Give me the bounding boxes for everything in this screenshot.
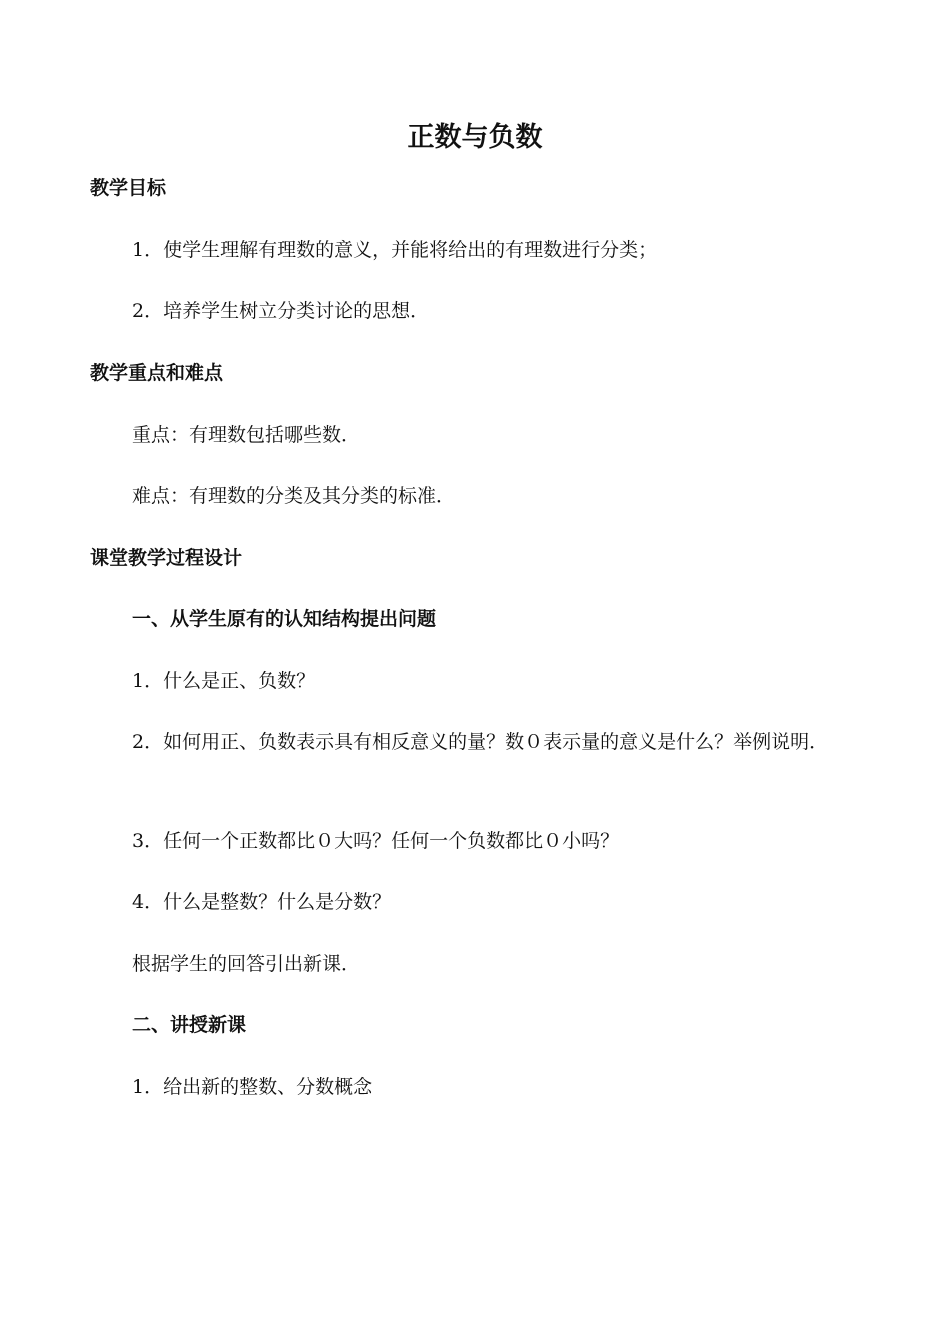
key-point-difficulty: 难点：有理数的分类及其分类的标准． <box>132 485 456 507</box>
key-point-focus: 重点：有理数包括哪些数． <box>132 424 361 446</box>
document-title: 正数与负数 <box>407 122 543 153</box>
question-item-4: 4．什么是整数？什么是分数？ <box>132 891 392 913</box>
subsection-heading-part2: 二、讲授新课 <box>132 1014 247 1036</box>
objective-item-2: 2．培养学生树立分类讨论的思想． <box>132 300 430 322</box>
question-item-1: 1．什么是正、负数？ <box>132 670 316 692</box>
objective-item-1: 1．使学生理解有理数的意义，并能将给出的有理数进行分类； <box>132 239 658 261</box>
section-heading-objectives: 教学目标 <box>90 177 167 199</box>
part1-conclusion: 根据学生的回答引出新课． <box>132 953 361 975</box>
section-heading-key-points: 教学重点和难点 <box>90 362 224 384</box>
part2-item-1: 1．给出新的整数、分数概念 <box>132 1076 373 1098</box>
section-heading-process: 课堂教学过程设计 <box>90 547 243 569</box>
question-item-2: 2．如何用正、负数表示具有相反意义的量？数０表示量的意义是什么？举例说明． <box>132 731 829 753</box>
question-item-3: 3．任何一个正数都比０大吗？任何一个负数都比０小吗？ <box>132 830 620 852</box>
subsection-heading-part1: 一、从学生原有的认知结构提出问题 <box>132 608 437 630</box>
